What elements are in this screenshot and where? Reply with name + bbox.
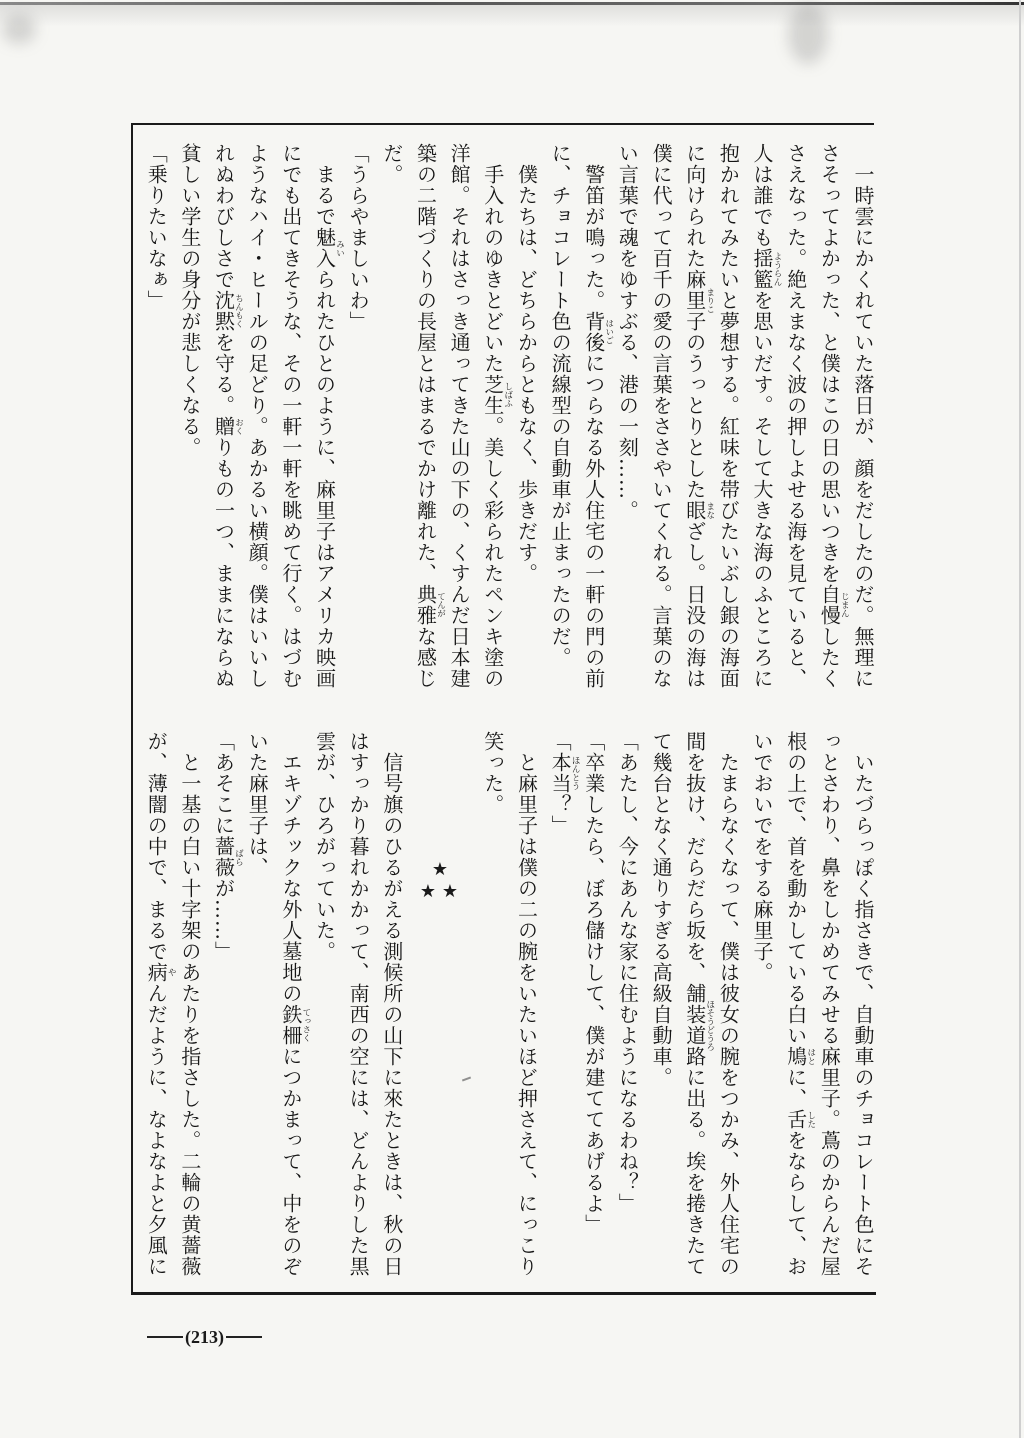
text-column: まるで魅入 みい られたひとのように、麻里子はアメリカ映画 [312, 164, 345, 689]
ruby-reading: ようらん [772, 252, 783, 286]
lower-text-block [138, 731, 879, 1277]
ruby-base: 舗装道路 ほそうどうろ [682, 983, 715, 1067]
text-column: と麻里子は僕の二の腕をいたいほど押さえて、にっこり [514, 752, 539, 1277]
text-column: さえなった。絶えまなく波の押しよせる海を見ていると、 [783, 143, 808, 689]
text-column: に、チョコレート色の流線型の自動車が止まったのだ。 [548, 143, 573, 668]
ruby-reading: ちんもく [233, 294, 244, 328]
page-number-dash-left [147, 1336, 183, 1338]
text-column: 人は誰でも揺籃 ようらん を思いだす。そして大きな海のふところに [750, 143, 783, 689]
text-column: いた麻里子は、 [245, 731, 270, 878]
ruby-reading: はと [805, 1048, 816, 1065]
ruby-base: 麻里子 まりこ [682, 269, 715, 332]
page-number-label: (213) [185, 1326, 224, 1347]
ruby-reading: まりこ [704, 287, 715, 314]
scan-haze [0, 5, 1024, 27]
star-icon: ★ [419, 881, 437, 902]
text-column: 警笛が鳴った。背後 はいご につらなる外人住宅の一軒の門の前 [581, 164, 614, 689]
ruby-reading: や [166, 968, 177, 977]
ruby-reading: まな [704, 502, 715, 519]
text-column: 間を抜け、だらだら坂を、舗装道路 ほそうどうろ に出る。埃を捲きたて [682, 731, 715, 1277]
page-number-dash-right [226, 1336, 262, 1338]
text-column: さそってよかった、と僕はこの日の思いつきを自慢 じまん したく [817, 143, 850, 689]
text-column: たまらなくなって、僕は彼女の腕をつかみ、外人住宅の [716, 752, 741, 1277]
text-column: と一基の白い十字架のあたりを指さした。二輪の黄薔薇 [177, 752, 202, 1277]
text-column: 洋館。それはさっき通ってきた山の下の、くすんだ日本建 [447, 143, 472, 689]
ruby-reading: じまん [839, 592, 850, 618]
ruby-base: 典雅 てんが [413, 584, 446, 626]
frame-rule-left [131, 123, 133, 1295]
column-spacer [441, 731, 475, 1277]
text-column: 雲が、ひろがっていた。 [312, 731, 337, 962]
text-column: いでおいでをする麻里子。 [750, 731, 775, 983]
text-column: ようなハイ・ヒールの足どり。あかるい横顔。僕はいいし [245, 143, 270, 689]
ruby-base: 揺籃 ようらん [750, 248, 783, 290]
text-column: て幾台となく通りすぎる高級自動車。 [649, 731, 674, 1088]
dialogue-column: 「卒業したら、ぼろ儲けして、僕が建ててあげるよ」 [581, 731, 606, 1235]
dialogue-column: 「うらやましいわ」 [346, 143, 371, 332]
text-column: っとさわり、鼻をしかめてみせる麻里子。蔦のからんだ屋 [817, 731, 842, 1277]
ruby-base: 眼 まな [682, 500, 715, 521]
ruby-reading: おく [233, 418, 244, 435]
dialogue-column: 「あたし、今にあんな家に住むようになるわね？」 [615, 731, 640, 1214]
scan-smudge [2, 14, 36, 44]
ruby-base: 薔薇 ばら [211, 836, 244, 878]
text-column: はすっかり暮れかかって、南西の空には、どんよりした黒 [346, 731, 371, 1277]
star-icon: ★ [441, 881, 459, 902]
ruby-reading: した [805, 1111, 816, 1128]
text-column: だ。 [379, 143, 404, 185]
text-column: 笑った。 [480, 731, 505, 815]
ruby-base: 病 や [144, 962, 177, 983]
ruby-reading: ばら [233, 848, 244, 866]
frame-rule-top [131, 123, 874, 125]
ruby-reading: ほそうどうろ [704, 999, 715, 1051]
ruby-base: 自慢 じまん [817, 584, 850, 626]
ruby-base: 舌 した [783, 1109, 816, 1130]
dialogue-column: 「乗りたいなぁ」 [144, 143, 169, 311]
ruby-base: 鳩 はと [783, 1046, 816, 1067]
star-icon: ★ [431, 859, 449, 880]
ruby-reading: しばふ [502, 382, 513, 408]
ruby-reading: てんが [435, 592, 446, 618]
ruby-base: 本当 ほんとう [548, 752, 581, 794]
text-column: 抱かれてみたいと夢想する。紅味を帯びたいぶし銀の海面 [716, 143, 741, 689]
ruby-base: 鉄柵 てっさく [278, 1004, 311, 1046]
dialogue-column: 「本当 ほんとう ？」 [548, 731, 581, 836]
text-column: れぬわびしさで沈黙 ちんもく を守る。贈 おく りもの一つ、ままにならぬ [211, 143, 244, 689]
ruby-reading: みい [334, 239, 345, 257]
text-column: 根の上で、首を動かしている白い鳩 はと に、舌 した をならして、お [783, 731, 816, 1277]
ruby-base: 沈黙 ちんもく [211, 290, 244, 332]
text-column: が、薄闇の中で、まるで病 や んだように、なよなよと夕風に [144, 731, 177, 1277]
text-column: 僕に代って百千の愛の言葉をささやいてくれる。言葉のな [649, 143, 674, 689]
text-column: 貧しい学生の身分が悲しくなる。 [177, 143, 202, 458]
page-number [147, 1327, 262, 1347]
ruby-base: 魅入 みい [312, 227, 345, 269]
text-column: に向けられた麻里子 まりこ のうっとりとした眼 まな ざし。日没の海は [682, 143, 715, 689]
ruby-base: 背後 はいご [581, 311, 614, 353]
text-column: い言葉で魂をゆすぶる、港の一刻……。 [615, 143, 640, 521]
ruby-reading: はいご [603, 319, 614, 345]
text-column: 一時雲にかくれていた落日が、顔をだしたのだ。無理に [851, 164, 875, 689]
text-column: にでも出てきそうな、その一軒一軒を眺めて行く。はづむ [278, 143, 303, 689]
ruby-reading: てっさく [300, 1008, 311, 1042]
text-column: 僕たちは、どちらからともなく、歩きだす。 [514, 164, 539, 584]
text-column: 手入れのゆきとどいた芝生 しばふ 。美しく彩られたペンキ塗の [480, 164, 513, 689]
scan-smudge [788, 4, 828, 64]
text-column: エキゾチックな外人墓地の鉄柵 てっさく につかまって、中をのぞ [278, 752, 311, 1277]
ruby-base: 贈 おく [211, 416, 244, 437]
ruby-reading: ほんとう [570, 756, 581, 790]
ruby-base: 芝生 しばふ [480, 374, 513, 416]
frame-rule-bottom [131, 1292, 876, 1295]
upper-text-block [138, 143, 879, 689]
text-column: 信号旗のひるがえる測候所の山下に來たときは、秋の日 [379, 752, 404, 1277]
dialogue-column: 「あそこに薔薇 ばら が……」 [211, 731, 244, 962]
scan-edge-right [1019, 0, 1021, 1438]
column-spacer [408, 731, 442, 1277]
text-column: いたづらっぽく指さきで、自動車のチョコレート色にそ [851, 752, 875, 1277]
text-column: 築の二階づくりの長屋とはまるでかけ離れた、典雅 てんが な感じ [413, 143, 446, 689]
